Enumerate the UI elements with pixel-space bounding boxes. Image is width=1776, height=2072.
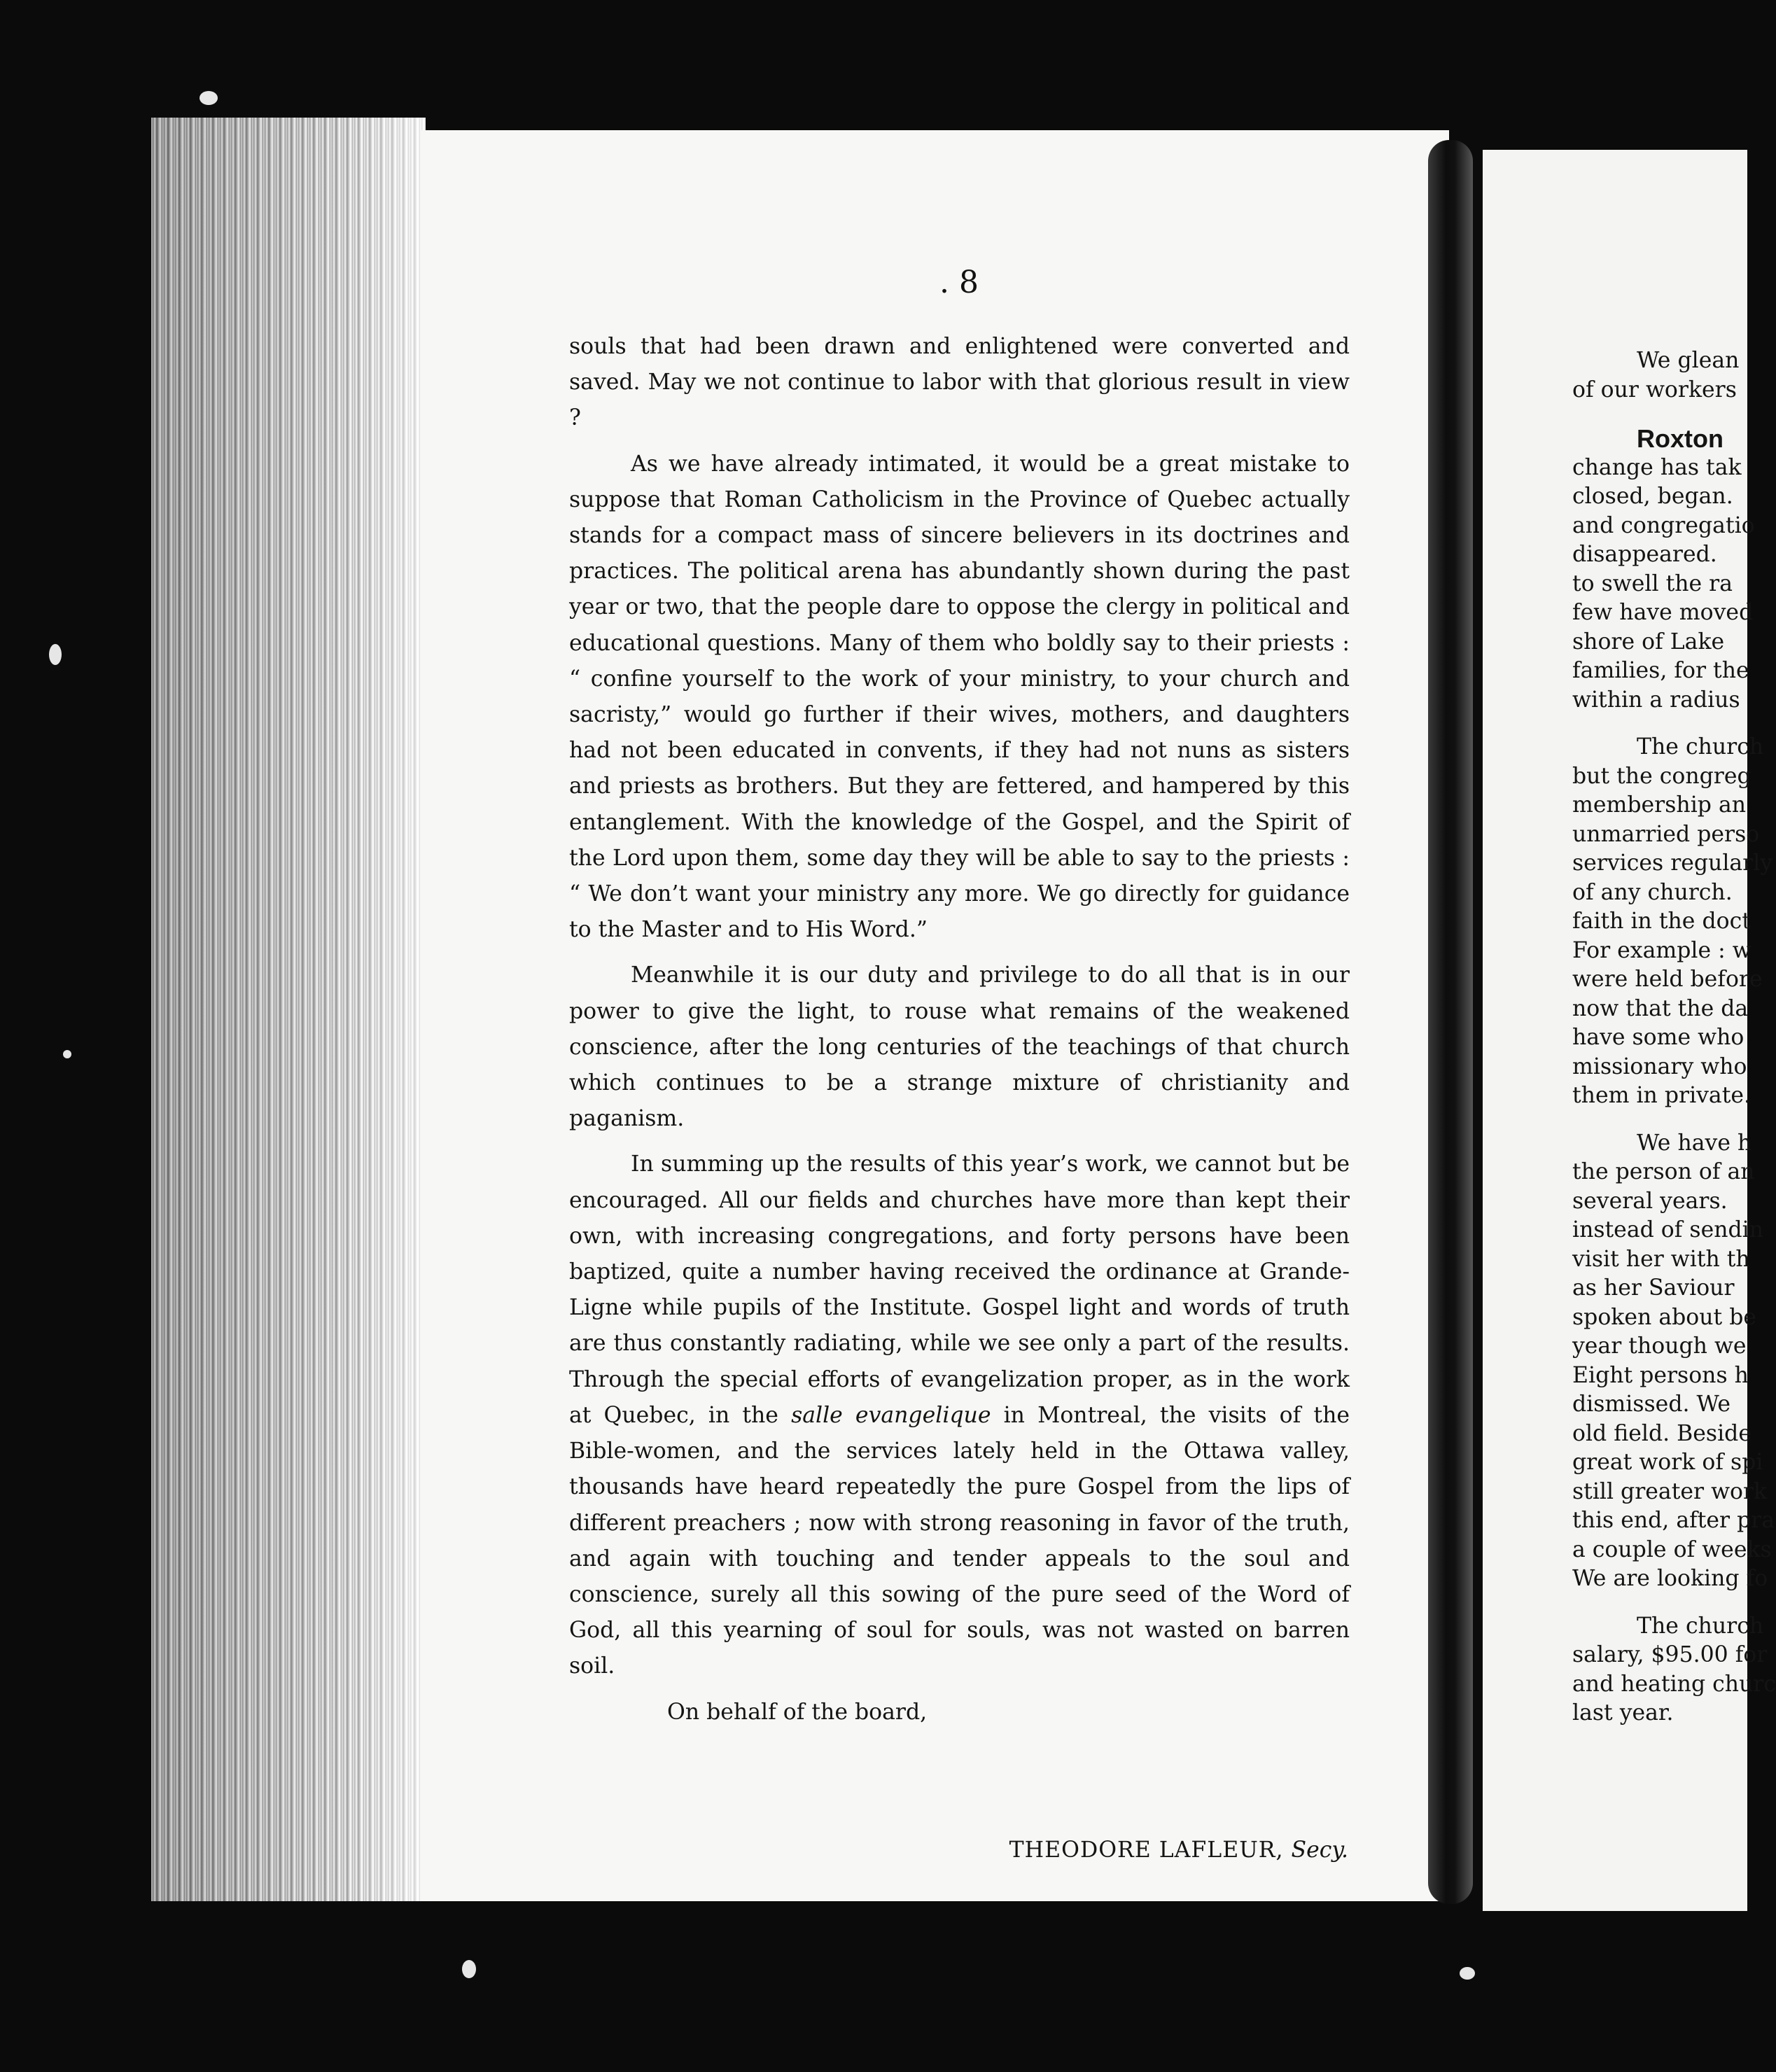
right-page-text [1572,346,1776,1728]
right-text-line: salary, $95.00 for [1572,1642,1768,1667]
dust-speck [462,1960,476,1978]
dust-speck [1460,1967,1475,1980]
right-text-line: them in private. [1572,1083,1751,1108]
right-text-line: instead of sendin [1572,1217,1764,1242]
book-gutter [1428,140,1473,1904]
right-text-line: We are looking fo [1572,1566,1768,1591]
right-intro-line: We glean [1637,348,1740,373]
dust-speck [63,1050,71,1058]
right-text-line: and congregatio [1572,512,1755,538]
right-text-line: of any church. [1572,879,1733,905]
right-text-line: dismissed. We [1572,1392,1730,1417]
right-text-line: and heating churc [1572,1671,1776,1697]
right-text-line: few have moved [1572,600,1754,625]
right-text-line: membership an [1572,792,1747,818]
right-text-line: services regularly [1572,850,1773,876]
paragraph-4 [569,1147,1350,1684]
dust-speck [49,644,62,665]
section-heading: Roxton [1637,424,1723,453]
right-text-line: shore of Lake [1572,629,1725,654]
signature-title: Secy. [1291,1837,1348,1863]
dust-speck [200,91,218,105]
right-text-line: as her Saviour [1572,1275,1735,1301]
book-page-edges [151,118,426,1901]
right-text-line: Eight persons h [1572,1362,1749,1388]
right-text-line: the person of an [1572,1159,1755,1184]
right-text-line: change has tak [1572,454,1742,480]
right-text-line: within a radius [1572,687,1740,713]
right-text-line: spoken about be [1572,1304,1756,1330]
right-text-line: were held before [1572,967,1763,992]
right-text-line: The church [1637,734,1764,760]
right-text-line: now that the da [1572,995,1749,1021]
right-text-line: several years. [1572,1188,1728,1214]
right-text-line: last year. [1572,1700,1674,1726]
right-text-line: unmarried perso [1572,821,1760,847]
right-text-line: closed, began. [1572,484,1733,509]
paragraph-2: As we have already intimated, it would be a great mistake to suppose that Roman Catholicism in the Province of Quebec actually stands for a compact mass of sincere believers in its doctrines and practices. The political arena has abundantly shown during the past year or two, that the people dare to oppose the clergy in political and educational questions. Many of them who boldly say to their priests : “ confine yourself to the work of your ministry, to your church and sacristy,” would go further if their wives, mothers, and daughters had not been educated in convents, if they had not nuns as sisters and priests as brothers. But they are fettered, and hampered by this entanglement. With the knowledge of the Gospel, and the Spirit of the Lord upon them, some day they will be able to say to the priests : “ We don’t want your ministry any more. We go directly for guidance to the Master and to His Word.” [569,451,1350,943]
right-text-line: families, for the [1572,658,1749,683]
right-text-line: have some who [1572,1025,1744,1050]
paragraph-4-italic: salle evangelique [791,1402,991,1428]
right-text-line: still greater work [1572,1478,1768,1504]
right-text-line: The church [1637,1613,1764,1639]
right-text-line: visit her with th [1572,1246,1750,1272]
right-text-line: great work of spi [1572,1450,1763,1475]
paragraph-4-part-2: in Montreal, the visits of the Bible-women, and the services lately held in the Ottawa valley, thousands have heard repeatedly the pure Gospel from the lips of different preachers ; now with strong reasoning in favor of the truth, and again with touching and tender appeals to the soul and conscience, surely all this sowing of the pure seed of the Word of God, all this yearning of soul for souls, was not wasted on barren soil. [569,1402,1350,1679]
paragraph-1: souls that had been drawn and enlightened were converted and saved. May we not continue to labor with that glorious result in view ? [569,334,1350,431]
left-page-text [569,329,1350,1730]
right-text-line: a couple of weeks [1572,1536,1772,1562]
signature-name: THEODORE LAFLEUR, [1009,1837,1284,1863]
right-text-line: this end, after pra [1572,1508,1775,1533]
right-text-line: to swell the ra [1572,570,1733,596]
signature [1009,1837,1348,1863]
page-number: . 8 [939,265,979,300]
signoff: On behalf of the board, [667,1699,928,1725]
right-text-line: For example : w [1572,937,1751,963]
right-text-line: faith in the doct [1572,909,1751,934]
right-text-line: missionary who [1572,1054,1747,1079]
right-text-line: We have h [1637,1130,1752,1156]
paragraph-4-part-1: In summing up the results of this year’s work, we cannot but be encouraged. All our fields and churches have more than kept their own, with increasing congregations, and forty persons have been baptized, quite a number having received the ordinance at Grande-Ligne while pupils of the Institute. Gospel light and words of truth are thus constantly radiating, while we see only a part of the results. Through the special efforts of evangelization proper, as in the work at Quebec, in the [569,1152,1350,1428]
right-text-line: but the congreg [1572,763,1751,789]
right-text-line: old field. Beside [1572,1420,1751,1446]
right-text-line: year though we [1572,1334,1747,1359]
right-text-line: disappeared. [1572,542,1717,567]
right-intro-line: of our workers [1572,377,1737,402]
paragraph-3: Meanwhile it is our duty and privilege to do all that is in our power to give the light, to rouse what remains of the weakened conscience, after the long centuries of the teachings of that church which continues to be a strange mixture of christianity and paganism. [569,962,1350,1132]
